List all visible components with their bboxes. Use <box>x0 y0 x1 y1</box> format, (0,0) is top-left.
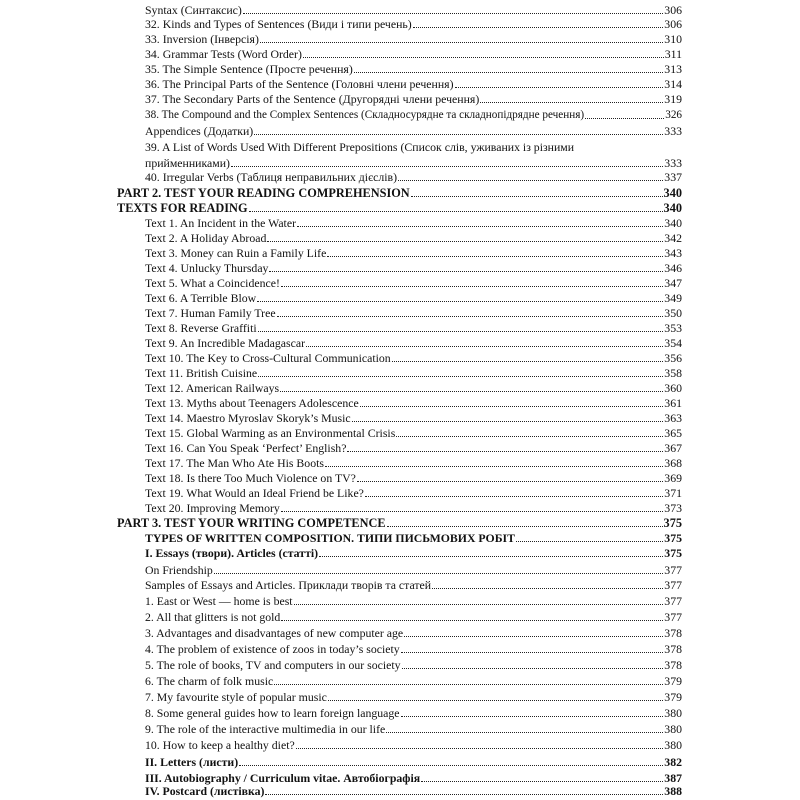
entry-title: IV. Postcard (листівка) <box>145 784 265 798</box>
toc-entry <box>145 578 682 592</box>
dot-leader <box>269 271 663 272</box>
page-number: 369 <box>664 471 682 485</box>
toc-entry <box>145 594 682 608</box>
dot-leader <box>265 794 663 795</box>
toc-entry <box>145 610 682 624</box>
entry-title: Text 1. An Incident in the Water <box>145 216 296 230</box>
dot-leader <box>243 13 663 14</box>
dot-leader <box>325 466 663 467</box>
dot-leader <box>303 57 664 58</box>
entry-title: PART 3. TEST YOUR WRITING COMPETENCE <box>117 516 386 530</box>
toc-entry <box>145 170 682 184</box>
toc-entry <box>145 366 682 380</box>
dot-leader <box>319 556 663 557</box>
page-number: 373 <box>664 501 682 515</box>
page-number: 353 <box>664 321 682 335</box>
page-number: 377 <box>664 610 682 624</box>
entry-title: 2. All that glitters is not gold <box>145 610 281 624</box>
toc-entry <box>145 92 682 106</box>
page-number: 375 <box>663 516 682 530</box>
dot-leader <box>281 511 663 512</box>
dot-leader <box>297 226 663 227</box>
entry-title: 7. My favourite style of popular music <box>145 690 327 704</box>
toc-entry <box>145 124 682 138</box>
entry-title: 38. The Compound and the Complex Sentences (Складносурядне та складнопідрядне речення) <box>145 109 585 121</box>
entry-title: Text 19. What Would an Ideal Friend be Like? <box>145 486 364 500</box>
entry-title: Text 15. Global Warming as an Environmental Crisis <box>145 426 396 440</box>
page-number: 340 <box>663 186 682 200</box>
toc-entry <box>145 231 682 245</box>
page-number: 377 <box>664 594 682 608</box>
entry-title: Text 9. An Incredible Madagascar <box>145 336 306 350</box>
page-number: 378 <box>664 626 682 640</box>
page-number: 340 <box>664 216 682 230</box>
dot-leader <box>455 87 664 88</box>
page-number: 379 <box>664 690 682 704</box>
page-number: 347 <box>664 276 682 290</box>
entry-title: 37. The Secondary Parts of the Sentence (Другорядні члени речення) <box>145 92 480 106</box>
dot-leader <box>260 42 663 43</box>
dot-leader <box>354 72 664 73</box>
dot-leader <box>360 406 664 407</box>
page-number: 375 <box>664 546 682 560</box>
toc-entry <box>145 486 682 500</box>
page-number: 310 <box>664 32 682 46</box>
toc-entry <box>145 321 682 335</box>
entry-title: III. Autobiography / Curriculum vitae. Автобіографія <box>145 771 421 785</box>
entry-title: I. Essays (твори). Articles (статті) <box>145 546 319 560</box>
entry-title: Text 3. Money can Ruin a Family Life <box>145 246 327 260</box>
dot-leader <box>281 286 663 287</box>
page-number: 358 <box>664 366 682 380</box>
dot-leader <box>274 684 663 685</box>
toc-entry <box>145 261 682 275</box>
dot-leader <box>257 301 663 302</box>
dot-leader <box>347 451 663 452</box>
toc-entry <box>145 246 682 260</box>
dot-leader <box>386 732 663 733</box>
entry-title: Text 14. Maestro Myroslav Skoryk’s Music <box>145 411 351 425</box>
toc-entry <box>145 456 682 470</box>
toc-entry <box>145 216 682 230</box>
page-number: 356 <box>664 351 682 365</box>
toc-entry <box>145 32 682 46</box>
page-number: 368 <box>664 456 682 470</box>
dot-leader <box>258 376 663 377</box>
entry-title: 1. East or West — home is best <box>145 594 293 608</box>
toc-entry <box>145 17 682 31</box>
toc-entry <box>145 426 682 440</box>
page-number: 388 <box>664 784 682 798</box>
dot-leader <box>401 716 664 717</box>
entry-title: 5. The role of books, TV and computers in our society <box>145 658 401 672</box>
dot-leader <box>239 765 663 766</box>
entry-title: 4. The problem of existence of zoos in today’s society <box>145 642 400 656</box>
entry-title: Text 18. Is there Too Much Violence on TV? <box>145 471 356 485</box>
entry-title: TYPES OF WRITTEN COMPOSITION. ТИПИ ПИСЬМОВИХ РОБІТ <box>145 531 515 545</box>
page-number: 379 <box>664 674 682 688</box>
page-number: 306 <box>664 3 682 17</box>
page-number: 365 <box>664 426 682 440</box>
entry-title: Text 2. A Holiday Abroad <box>145 231 267 245</box>
entry-title: 36. The Principal Parts of the Sentence (Головні члени речення) <box>145 77 454 91</box>
toc-entry <box>145 3 682 17</box>
page-number: 380 <box>664 722 682 736</box>
page-number: 378 <box>664 642 682 656</box>
toc-entry <box>145 291 682 305</box>
dot-leader <box>396 436 663 437</box>
toc-entry <box>145 674 682 688</box>
entry-title: Text 17. The Man Who Ate His Boots <box>145 456 324 470</box>
entry-title: Syntax (Синтаксис) <box>145 3 242 17</box>
toc-entry <box>145 738 682 752</box>
page-number: 333 <box>664 124 682 138</box>
page-number: 377 <box>664 578 682 592</box>
dot-leader <box>413 27 664 28</box>
page-number: 326 <box>665 109 682 121</box>
entry-title: II. Letters (листи) <box>145 755 239 769</box>
entry-title: 3. Advantages and disadvantages of new computer age <box>145 626 404 640</box>
entry-title: 39. A List of Words Used With Different Prepositions (Список слів, уживаних із різними <box>145 140 575 154</box>
dot-leader <box>392 361 664 362</box>
entry-title: PART 2. TEST YOUR READING COMPREHENSION <box>117 186 410 200</box>
section-heading <box>145 531 682 545</box>
dot-leader <box>404 636 663 637</box>
dot-leader <box>516 541 663 542</box>
entry-title: 34. Grammar Tests (Word Order) <box>145 47 302 61</box>
entry-title: Text 12. American Railways <box>145 381 280 395</box>
entry-title-continuation: прийменниками) <box>145 156 230 170</box>
part-heading <box>117 516 682 530</box>
page-number: 382 <box>664 755 682 769</box>
entry-title: Text 6. A Terrible Blow <box>145 291 257 305</box>
entry-title: TEXTS FOR READING <box>117 201 248 215</box>
toc-entry <box>145 62 682 76</box>
entry-title: Text 5. What a Coincidence! <box>145 276 280 290</box>
page-number: 378 <box>664 658 682 672</box>
part-heading <box>117 186 682 200</box>
dot-leader <box>421 781 663 782</box>
section-heading <box>145 546 682 560</box>
page-number: 387 <box>664 771 682 785</box>
dot-leader <box>365 496 663 497</box>
dot-leader <box>306 346 663 347</box>
toc-entry <box>145 276 682 290</box>
page-number: 367 <box>664 441 682 455</box>
page-number: 380 <box>664 738 682 752</box>
section-heading <box>145 784 682 798</box>
toc-entry <box>145 690 682 704</box>
dot-leader <box>432 588 663 589</box>
page-number: 342 <box>664 231 682 245</box>
page-number: 350 <box>664 306 682 320</box>
toc-entry <box>145 411 682 425</box>
section-heading <box>145 755 682 769</box>
entry-title: Text 7. Human Family Tree <box>145 306 276 320</box>
entry-title: 32. Kinds and Types of Sentences (Види і типи речень) <box>145 17 412 31</box>
page-number: 346 <box>664 261 682 275</box>
entry-title: 9. The role of the interactive multimedia in our life <box>145 722 386 736</box>
entry-title: Text 16. Can You Speak ‘Perfect’ English? <box>145 441 347 455</box>
entry-title: Text 20. Improving Memory <box>145 501 280 515</box>
toc-entry <box>145 156 682 170</box>
dot-leader <box>387 526 663 527</box>
dot-leader <box>296 748 664 749</box>
toc-entry <box>145 471 682 485</box>
page-number: 306 <box>664 17 682 31</box>
toc-entry <box>145 441 682 455</box>
toc-entry <box>145 336 682 350</box>
dot-leader <box>327 256 663 257</box>
dot-leader <box>398 180 663 181</box>
dot-leader <box>401 652 664 653</box>
page-number: 314 <box>664 77 682 91</box>
dot-leader <box>249 211 663 212</box>
page-number: 361 <box>664 396 682 410</box>
dot-leader <box>402 668 664 669</box>
entry-title: 35. The Simple Sentence (Просте речення) <box>145 62 353 76</box>
page-number: 333 <box>664 156 682 170</box>
page-number: 380 <box>664 706 682 720</box>
toc-entry <box>145 381 682 395</box>
toc-entry <box>145 563 682 577</box>
toc-entry <box>145 351 682 365</box>
toc-entry <box>145 108 682 122</box>
dot-leader <box>277 316 664 317</box>
dot-leader <box>585 118 664 119</box>
section-heading <box>145 771 682 785</box>
dot-leader <box>357 481 663 482</box>
dot-leader <box>231 166 663 167</box>
page-number: 363 <box>664 411 682 425</box>
toc-entry <box>145 501 682 515</box>
toc-entry <box>145 626 682 640</box>
entry-title: 8. Some general guides how to learn foreign language <box>145 706 400 720</box>
toc-entry <box>145 722 682 736</box>
entry-title: On Friendship <box>145 563 213 577</box>
dot-leader <box>267 241 663 242</box>
dot-leader <box>254 134 663 135</box>
entry-title: Text 4. Unlucky Thursday <box>145 261 269 275</box>
toc-entry <box>145 47 682 61</box>
page-number: 337 <box>664 170 682 184</box>
dot-leader <box>294 604 664 605</box>
page-number: 360 <box>664 381 682 395</box>
entry-title: Text 13. Myths about Teenagers Adolescence <box>145 396 359 410</box>
dot-leader <box>280 391 663 392</box>
page-number: 371 <box>664 486 682 500</box>
toc-entry <box>145 658 682 672</box>
entry-title: 10. How to keep a healthy diet? <box>145 738 295 752</box>
entry-title: Text 10. The Key to Cross-Cultural Communication <box>145 351 391 365</box>
entry-title: Text 8. Reverse Graffiti <box>145 321 257 335</box>
page-number: 349 <box>664 291 682 305</box>
dot-leader <box>281 620 663 621</box>
dot-leader <box>328 700 663 701</box>
page-number: 340 <box>663 201 682 215</box>
page-number: 343 <box>664 246 682 260</box>
dot-leader <box>258 331 664 332</box>
dot-leader <box>214 573 663 574</box>
entry-title: Appendices (Додатки) <box>145 124 254 138</box>
entry-title: Samples of Essays and Articles. Приклади творів та статей <box>145 578 432 592</box>
toc-entry <box>145 706 682 720</box>
dot-leader <box>480 102 663 103</box>
entry-title: Text 11. British Cuisine <box>145 366 258 380</box>
entry-title: 33. Inversion (Інверсія) <box>145 32 259 46</box>
entry-title: 40. Irregular Verbs (Таблиця неправильних дієслів) <box>145 170 398 184</box>
page-number: 354 <box>664 336 682 350</box>
page-number: 313 <box>664 62 682 76</box>
toc-entry <box>145 396 682 410</box>
page-number: 319 <box>664 92 682 106</box>
page-number: 377 <box>664 563 682 577</box>
page-number: 311 <box>664 47 682 61</box>
section-heading <box>117 201 682 215</box>
toc-entry <box>145 77 682 91</box>
entry-title: 6. The charm of folk music <box>145 674 274 688</box>
toc-entry <box>145 306 682 320</box>
page-number: 375 <box>664 531 682 545</box>
dot-leader <box>411 196 663 197</box>
toc-entry <box>145 642 682 656</box>
dot-leader <box>352 421 664 422</box>
